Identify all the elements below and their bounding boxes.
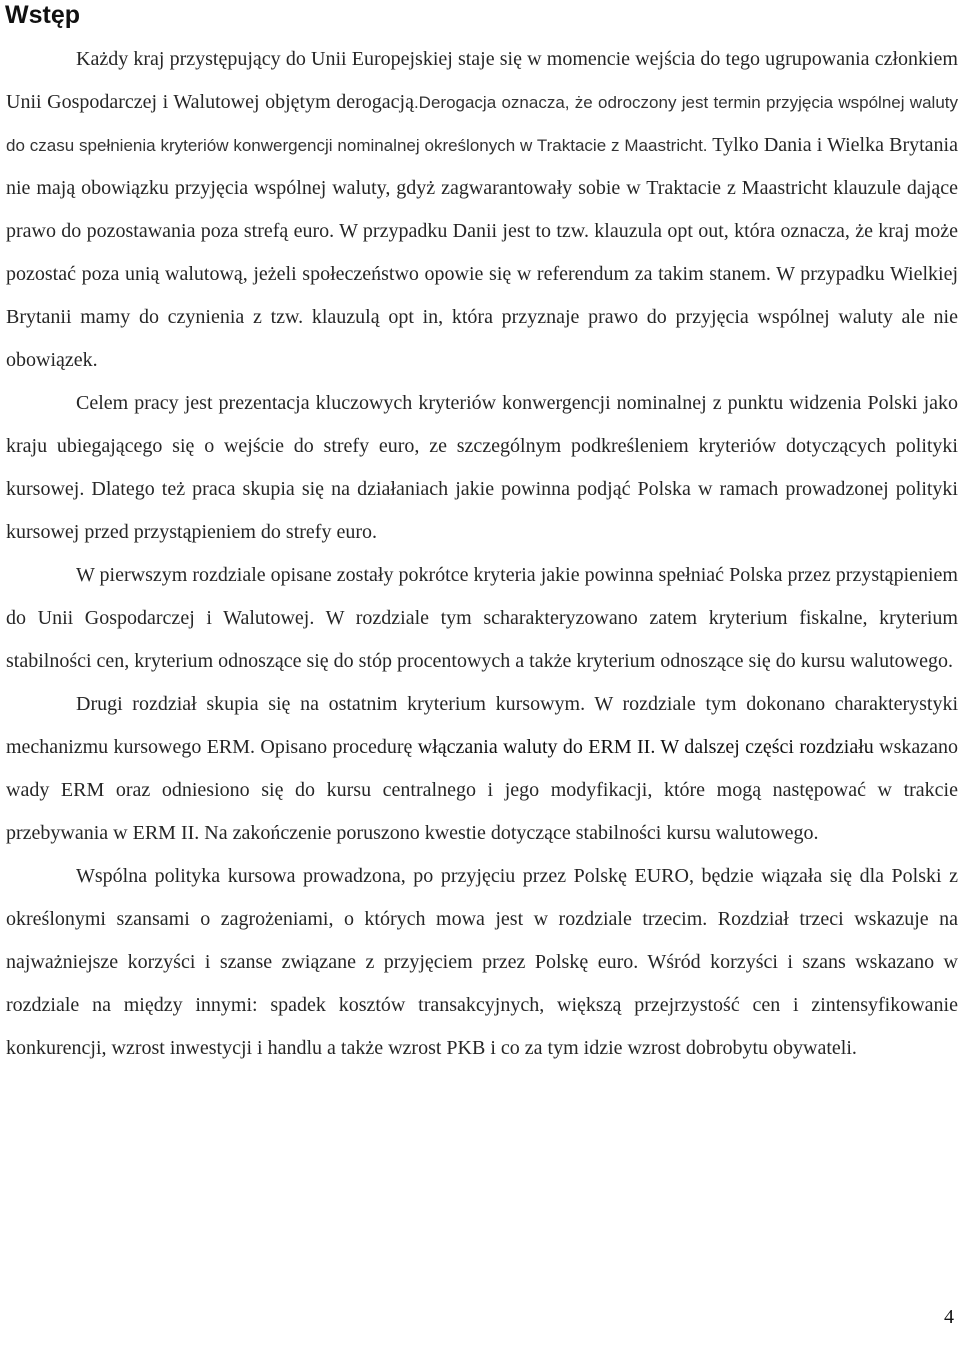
text-run: Wspólna polityka kursowa prowadzona, po przyjęciu przez Polskę EURO, będzie wiązała się dla Polski z określonymi szansami o zagrożeniami, o których mowa jest w rozdziale trzecim. Rozdział trzeci wskazuje na najważniejsze korzyści i szanse związane z przyjęciem przez Polskę euro. Wśród korzyści i szans wskazano w rozdziale na między innymi: spadek kosztów transakcyjnych, większą przejrzystość cen i zintensyfikowanie konkurencji, wzrost inwestycji i handlu a także wzrost PKB i co za tym idzie wzrost dobrobytu obywateli.: [6, 865, 958, 1059]
section-heading: Wstęp: [5, 1, 80, 29]
body-text: [6, 38, 958, 1070]
page-number: 4: [944, 1306, 954, 1328]
paragraph-intro: [6, 38, 958, 382]
text-run: Drugi rozdział skupia się na ostatnim kryterium kursowym. W rozdziale tym dokonano charakterystyki mechanizmu kursowego ERM. Opisano procedurę: [6, 693, 958, 758]
text-run: W pierwszym rozdziale opisane zostały pokrótce kryteria jakie powinna spełniać Polska przez przystąpieniem do Unii Gospodarczej i Walutowej. W rozdziale tym scharakteryzowano zatem kryterium fiskalne, kryterium stabilności cen, kryterium odnoszące się do stóp procentowych a także kryterium odnoszące się do kursu walutowego.: [6, 564, 958, 672]
text-run: .Derogacja oznacza, że odroczony jest termin przyjęcia wspólnej waluty do czasu spełnienia kryteriów konwergencji nominalnej określonych w Traktacie z Maastricht.: [6, 93, 958, 155]
paragraph-chapter-two: [6, 683, 958, 855]
paragraph-aim: [6, 382, 958, 554]
text-run: Celem pracy jest prezentacja kluczowych kryteriów konwergencji nominalnej z punktu widzenia Polski jako kraju ubiegającego się o wejście do strefy euro, ze szczególnym podkreśleniem kryteriów dotyczących polityki kursowej. Dlatego też praca skupia się na działaniach jakie powinna podjąć Polska w ramach prowadzonej polityki kursowej przed przystąpieniem do strefy euro.: [6, 392, 958, 543]
text-run: Tylko Dania i Wielka Brytania nie mają obowiązku przyjęcia wspólnej waluty, gdyż zagwarantowały sobie w Traktacie z Maastricht klauzule dające prawo do pozostawania poza strefą euro. W przypadku Danii jest to tzw. klauzula opt out, która oznacza, że kraj może pozostać poza unią walutową, jeżeli społeczeństwo opowie się w referendum za takim stanem. W przypadku Wielkiej Brytanii mamy do czynienia z tzw. klauzulą opt in, która przyznaje prawo do przyjęcia wspólnej waluty ale nie obowiązek.: [6, 134, 958, 371]
text-run: Każdy kraj przystępujący do Unii Europejskiej staje się w momencie wejścia do tego ugrupowania członkiem Unii Gospodarczej i Walutowej objętym derogacją: [6, 48, 958, 113]
paragraph-chapter-three: [6, 855, 958, 1070]
text-run: wskazano wady ERM oraz odniesiono się do kursu centralnego i jego modyfikacji, które mogą następować w trakcie przebywania w ERM II. Na zakończenie poruszono kwestie dotyczące stabilności kursu walutowego.: [6, 736, 958, 844]
paragraph-chapter-one: [6, 554, 958, 683]
text-run: włączania waluty do ERM II. W dalszej części rozdziału: [417, 736, 874, 758]
